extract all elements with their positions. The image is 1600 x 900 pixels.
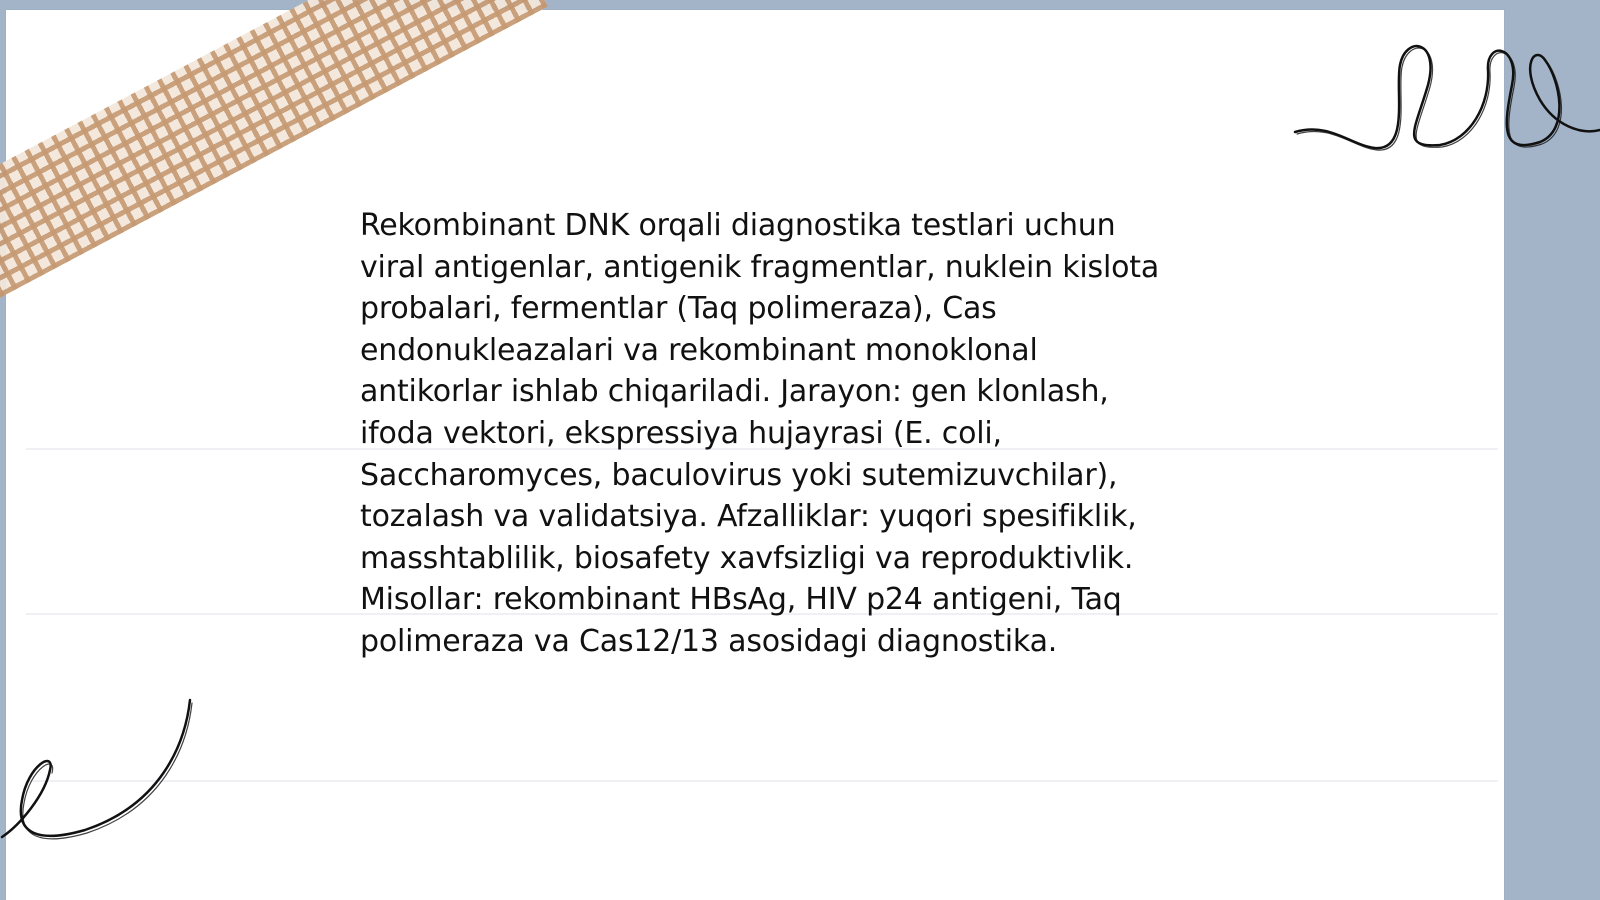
loop-squiggle-icon: [0, 695, 200, 845]
loop-squiggle-icon: [1290, 30, 1600, 165]
body-paragraph: Rekombinant DNK orqali diagnostika testlari uchun viral antigenlar, antigenik fragmentlar, nuklein kislota probalari, fermentlar (Taq polimeraza), Cas endonukleazalari va rekombinant monoklonal antikorlar ishlab chiqariladi. Jarayon: gen klonlash, ifoda vektori, ekspressiya hujayrasi (E. coli, Saccharomyces, baculovirus yoki sutemizuvchilar), tozalash va validatsiya. Afzalliklar: yuqori spesifiklik, masshtablilik, biosafety xavfsizligi va reproduktivlik. Misollar: rekombinant HBsAg, HIV p24 antigeni, Taq polimeraza va Cas12/13 asosidagi diagnostika.: [360, 208, 1160, 659]
ruled-line: [26, 780, 1498, 782]
